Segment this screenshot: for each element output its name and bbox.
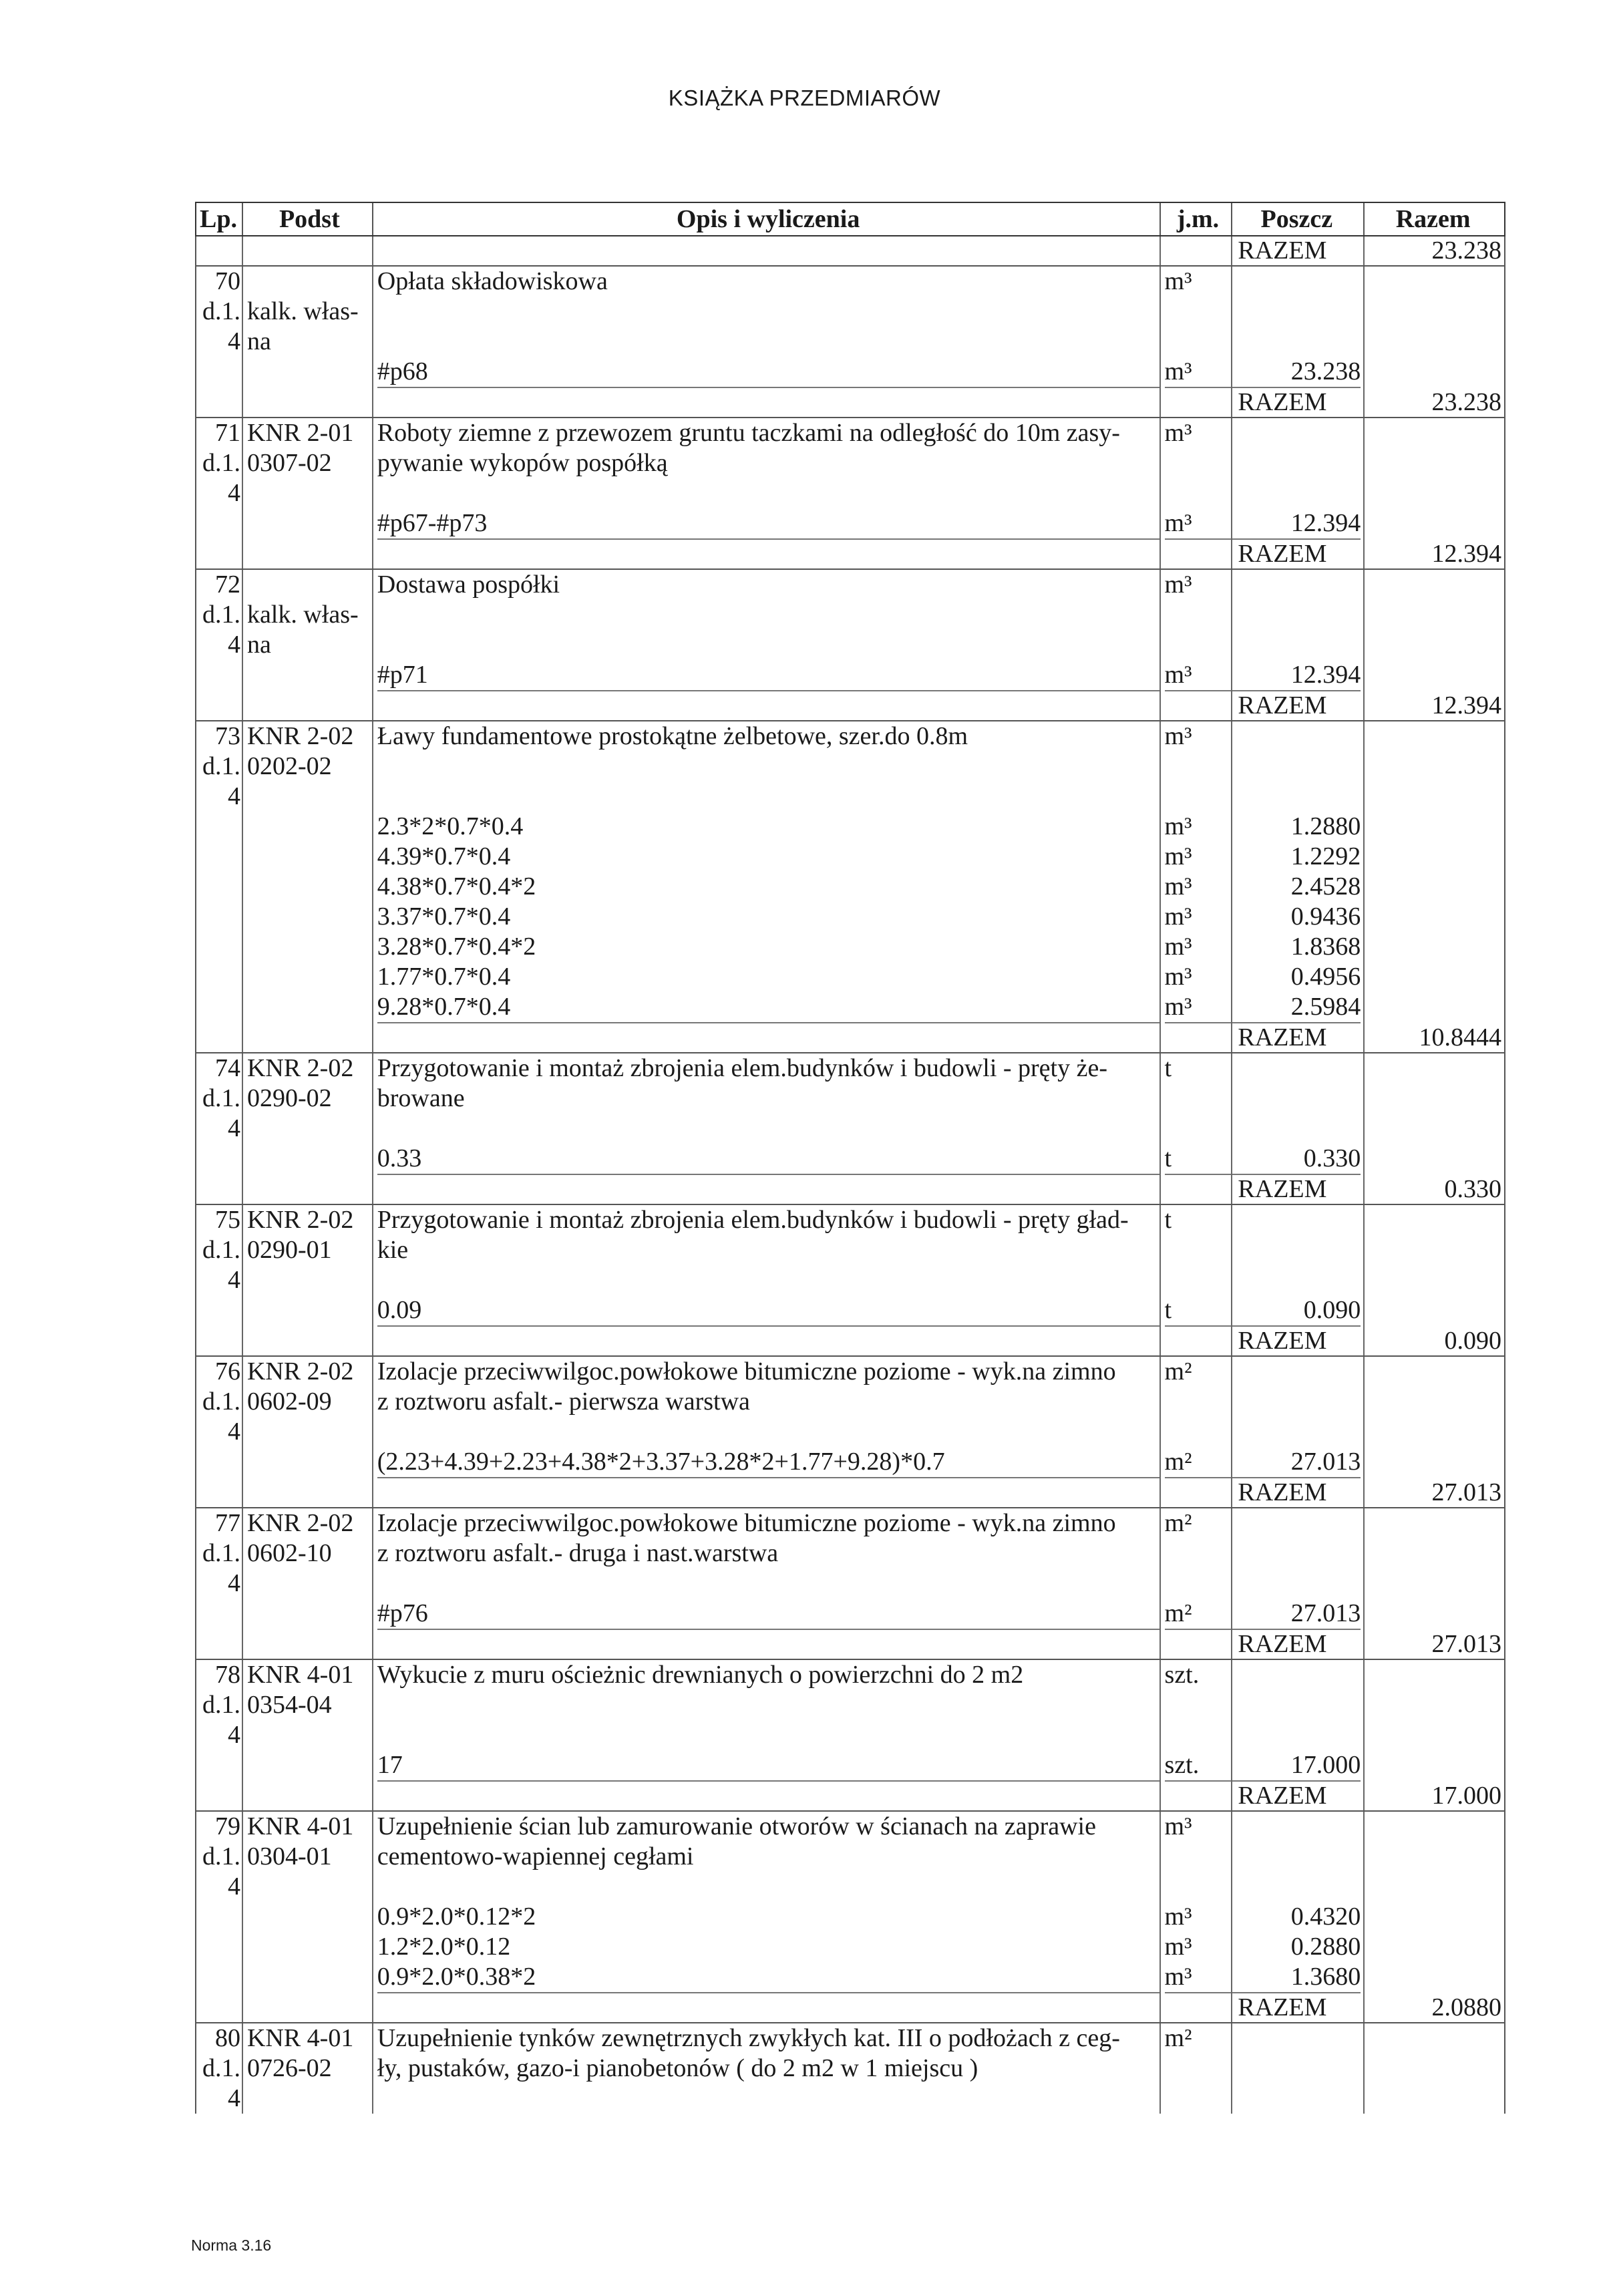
col-lp-header: Lp. <box>196 203 243 235</box>
unit: szt. <box>1164 1661 1200 1689</box>
unit: m³ <box>1164 570 1192 599</box>
item-number-cell <box>196 2023 243 2114</box>
item-subsection: 4 <box>227 2084 240 2112</box>
basis-line: KNR 2-02 <box>246 722 354 750</box>
basis-line <box>247 1720 372 1750</box>
basis-line <box>247 267 372 297</box>
partial-cell <box>1232 1508 1365 1630</box>
unit-cell <box>1161 418 1233 540</box>
description-line <box>377 630 1159 660</box>
table-row <box>195 267 1505 388</box>
basis-cell <box>243 1660 373 1782</box>
basis-cell <box>243 2023 373 2114</box>
calc-expression: 4.38*0.7*0.4*2 <box>377 872 536 900</box>
col-opis-header: Opis i wyliczenia <box>373 203 1161 235</box>
calc-unit: m² <box>1165 1447 1232 1478</box>
razem-label: RAZEM <box>1232 540 1365 568</box>
przedmiar-table <box>195 202 1505 2114</box>
table-row <box>195 1812 1505 1993</box>
basis-line: na <box>246 327 271 355</box>
description-line <box>377 1720 1159 1750</box>
item-number: 80 <box>214 2024 240 2052</box>
partial-cell <box>1232 570 1365 691</box>
calc-value: 12.394 <box>1232 508 1361 540</box>
razem-label: RAZEM <box>1232 1175 1365 1204</box>
calc-value: 1.3680 <box>1232 1962 1361 1993</box>
item-list <box>195 267 1505 2114</box>
total-cell <box>1365 1053 1504 1175</box>
calc-expression: (2.23+4.39+2.23+4.38*2+3.37+3.28*2+1.77+9.28)*0.7 <box>377 1447 1159 1478</box>
razem-value: 10.8444 <box>1419 1023 1501 1051</box>
item-section: d.1. <box>202 601 240 629</box>
item-number-cell <box>196 1357 243 1478</box>
partial-cell <box>1232 1205 1365 1327</box>
item-number: 77 <box>214 1509 240 1537</box>
unit-cell <box>1161 1205 1233 1327</box>
col-poszcz-header: Poszcz <box>1232 203 1365 235</box>
razem-value: 23.238 <box>1431 236 1501 265</box>
item-number: 74 <box>214 1054 240 1082</box>
calc-unit: m² <box>1165 1599 1232 1630</box>
calc-value: 1.2292 <box>1290 842 1361 870</box>
razem-value: 12.394 <box>1431 540 1501 568</box>
table-header <box>195 202 1505 236</box>
basis-line: 0290-01 <box>246 1236 332 1264</box>
table-row <box>195 721 1505 1023</box>
description-line: Izolacje przeciwwilgoc.powłokowe bitumiczne poziome - wyk.na zimno <box>377 1509 1116 1537</box>
basis-line: KNR 2-02 <box>246 1206 354 1234</box>
basis-cell <box>243 1812 373 1993</box>
item-number-cell <box>196 721 243 1023</box>
unit: m² <box>1164 2024 1192 2052</box>
item-subsection: 4 <box>227 1114 240 1142</box>
item-section: d.1. <box>202 1691 240 1719</box>
item-number-cell <box>196 267 243 388</box>
item-section: d.1. <box>202 2054 240 2082</box>
calc-unit: m³ <box>1164 812 1192 840</box>
description-line: pywanie wykopów pospółką <box>377 449 668 477</box>
razem-label: RAZEM <box>1232 1630 1365 1659</box>
unit: t <box>1164 1206 1172 1234</box>
razem-value: 0.090 <box>1444 1327 1501 1355</box>
calc-unit: m³ <box>1164 1903 1192 1931</box>
item-subsection: 4 <box>227 631 240 659</box>
basis-line: 0354-04 <box>246 1691 332 1719</box>
item-number: 71 <box>214 419 240 447</box>
partial-cell <box>1232 1660 1365 1782</box>
description-cell <box>373 2023 1161 2114</box>
basis-line <box>247 570 372 600</box>
calc-value: 27.013 <box>1232 1447 1361 1478</box>
description-line: Opłata składowiskowa <box>377 267 608 295</box>
page-title: KSIĄŻKA PRZEDMIARÓW <box>668 86 941 110</box>
basis-line <box>247 1114 372 1144</box>
partial-cell <box>1232 1357 1365 1478</box>
description-cell <box>373 721 1161 1023</box>
razem-value: 2.0880 <box>1431 1993 1501 2021</box>
total-cell <box>1365 418 1504 540</box>
calc-expression: 4.39*0.7*0.4 <box>377 842 511 870</box>
description-line <box>377 297 1159 327</box>
description-line: z roztworu asfalt.- druga i nast.warstwa <box>377 1539 779 1567</box>
calc-unit: m³ <box>1164 903 1192 931</box>
partial-cell <box>1232 418 1365 540</box>
total-cell <box>1365 1508 1504 1630</box>
description-cell <box>373 418 1161 540</box>
razem-label: RAZEM <box>1232 1023 1365 1052</box>
total-cell <box>1365 1660 1504 1782</box>
description-line: z roztworu asfalt.- pierwsza warstwa <box>377 1387 750 1416</box>
summary-row <box>195 691 1505 721</box>
calc-expression: #p71 <box>377 660 1159 691</box>
calc-unit: m³ <box>1164 1933 1192 1961</box>
calc-value: 0.2880 <box>1290 1933 1361 1961</box>
total-cell <box>1365 2023 1504 2114</box>
item-number-cell <box>196 1205 243 1327</box>
col-podst-header: Podst <box>243 203 373 235</box>
unit-cell <box>1161 570 1233 691</box>
basis-line <box>247 782 372 812</box>
basis-line: 0290-02 <box>246 1084 332 1112</box>
calc-expression: #p67-#p73 <box>377 508 1159 540</box>
unit: m² <box>1164 1357 1192 1385</box>
calc-value: 17.000 <box>1232 1750 1361 1782</box>
description-line: Izolacje przeciwwilgoc.powłokowe bitumiczne poziome - wyk.na zimno <box>377 1357 1116 1385</box>
partial-cell <box>1232 1053 1365 1175</box>
basis-cell <box>243 267 373 388</box>
calc-value: 23.238 <box>1232 357 1361 388</box>
summary-row <box>195 1630 1505 1660</box>
item-section: d.1. <box>202 297 240 325</box>
table-row <box>195 1660 1505 1782</box>
calc-expression: 0.9*2.0*0.12*2 <box>377 1903 536 1931</box>
description-line: Przygotowanie i montaż zbrojenia elem.budynków i budowli - pręty że- <box>377 1054 1107 1082</box>
basis-cell <box>243 1205 373 1327</box>
item-number-cell <box>196 570 243 691</box>
table-row <box>195 1053 1505 1175</box>
calc-expression: 0.33 <box>377 1144 1159 1175</box>
basis-cell <box>243 418 373 540</box>
item-number: 79 <box>214 1812 240 1840</box>
calc-expression: #p76 <box>377 1599 1159 1630</box>
calc-value: 27.013 <box>1232 1599 1361 1630</box>
description-line: ły, pustaków, gazo-i pianobetonów ( do 2 m2 w 1 miejscu ) <box>377 2054 978 2082</box>
table-row <box>195 570 1505 691</box>
razem-value: 12.394 <box>1431 691 1501 719</box>
description-line <box>377 1872 1159 1902</box>
razem-value: 0.330 <box>1444 1175 1501 1203</box>
basis-cell <box>243 570 373 691</box>
razem-label: RAZEM <box>1232 388 1365 417</box>
basis-line <box>247 2084 372 2114</box>
razem-value: 17.000 <box>1431 1782 1501 1810</box>
razem-value: 27.013 <box>1431 1478 1501 1506</box>
basis-line <box>247 1417 372 1447</box>
calc-value: 2.5984 <box>1232 992 1361 1023</box>
partial-cell <box>1232 267 1365 388</box>
description-line: Uzupełnienie ścian lub zamurowanie otworów w ścianach na zaprawie <box>377 1812 1096 1840</box>
description-line <box>377 782 1159 812</box>
total-cell <box>1365 721 1504 1023</box>
basis-cell <box>243 1053 373 1175</box>
table-row <box>195 1357 1505 1478</box>
description-line <box>377 1569 1159 1599</box>
basis-line <box>247 1872 372 1902</box>
table-row <box>195 418 1505 540</box>
description-line: kie <box>377 1236 409 1264</box>
calc-expression: #p68 <box>377 357 1159 388</box>
basis-line: KNR 2-02 <box>246 1509 354 1537</box>
col-razem-header: Razem <box>1395 205 1471 233</box>
partial-cell <box>1232 1812 1365 1993</box>
item-subsection: 4 <box>227 1418 240 1446</box>
description-line <box>377 600 1159 630</box>
item-section: d.1. <box>202 1084 240 1112</box>
item-subsection: 4 <box>227 327 240 355</box>
calc-unit: m³ <box>1164 963 1192 991</box>
description-line <box>377 478 1159 508</box>
item-section: d.1. <box>202 449 240 477</box>
summary-row <box>195 1782 1505 1812</box>
summary-row <box>195 388 1505 418</box>
item-subsection: 4 <box>227 1872 240 1901</box>
basis-line: KNR 4-01 <box>246 1661 354 1689</box>
calc-value: 1.2880 <box>1290 812 1361 840</box>
unit: t <box>1164 1054 1172 1082</box>
basis-cell <box>243 721 373 1023</box>
total-cell <box>1365 570 1504 691</box>
description-line <box>377 752 1159 782</box>
basis-line: 0726-02 <box>246 2054 332 2082</box>
item-section: d.1. <box>202 752 240 780</box>
item-section: d.1. <box>202 1539 240 1567</box>
description-line <box>377 1265 1159 1295</box>
description-line: cementowo-wapiennej cegłami <box>377 1842 694 1870</box>
summary-row <box>195 1993 1505 2023</box>
calc-unit: t <box>1165 1144 1232 1175</box>
item-number: 78 <box>214 1661 240 1689</box>
razem-value: 27.013 <box>1431 1630 1501 1658</box>
description-cell <box>373 1660 1161 1782</box>
item-section: d.1. <box>202 1842 240 1870</box>
calc-unit: m³ <box>1164 842 1192 870</box>
footer-version: Norma 3.16 <box>191 2237 272 2254</box>
partial-cell <box>1232 721 1365 1023</box>
item-subsection: 4 <box>227 782 240 810</box>
description-cell <box>373 267 1161 388</box>
description-line: Wykucie z muru ościeżnic drewnianych o powierzchni do 2 m2 <box>377 1661 1024 1689</box>
partial-cell <box>1232 2023 1365 2114</box>
calc-unit: szt. <box>1165 1750 1232 1782</box>
basis-line: 0304-01 <box>246 1842 332 1870</box>
unit: m³ <box>1164 1812 1192 1840</box>
description-line: Dostawa pospółki <box>377 570 560 599</box>
item-number-cell <box>196 418 243 540</box>
total-cell <box>1365 1357 1504 1478</box>
item-number: 76 <box>214 1357 240 1385</box>
calc-expression: 3.37*0.7*0.4 <box>377 903 511 931</box>
description-cell <box>373 1812 1161 1993</box>
basis-line <box>247 1265 372 1295</box>
description-line <box>377 1690 1159 1720</box>
basis-line: kalk. włas- <box>246 601 359 629</box>
calc-unit: m³ <box>1165 357 1232 388</box>
description-line: Uzupełnienie tynków zewnętrznych zwykłych kat. III o podłożach z ceg- <box>377 2024 1120 2052</box>
description-line <box>377 2084 1159 2114</box>
description-line <box>377 1114 1159 1144</box>
description-cell <box>373 1508 1161 1630</box>
description-line: browane <box>377 1084 465 1112</box>
summary-row <box>195 1175 1505 1205</box>
calc-expression: 0.9*2.0*0.38*2 <box>377 1962 1159 1993</box>
calc-unit: m³ <box>1164 933 1192 961</box>
calc-expression: 17 <box>377 1750 1159 1782</box>
razem-label: RAZEM <box>1232 1327 1365 1355</box>
unit: m³ <box>1164 419 1192 447</box>
basis-line: na <box>246 631 271 659</box>
item-subsection: 4 <box>227 1266 240 1294</box>
calc-expression: 1.77*0.7*0.4 <box>377 963 511 991</box>
calc-value: 0.4320 <box>1290 1903 1361 1931</box>
calc-value: 12.394 <box>1232 660 1361 691</box>
basis-line: 0307-02 <box>246 449 332 477</box>
calc-value: 2.4528 <box>1290 872 1361 900</box>
calc-expression: 0.09 <box>377 1295 1159 1327</box>
description-cell <box>373 1053 1161 1175</box>
basis-line: 0602-10 <box>246 1539 332 1567</box>
calc-value: 0.9436 <box>1290 903 1361 931</box>
item-section: d.1. <box>202 1236 240 1264</box>
unit: m³ <box>1164 722 1192 750</box>
total-cell <box>1365 1205 1504 1327</box>
summary-row <box>195 1478 1505 1508</box>
unit-cell <box>1161 2023 1233 2114</box>
unit-cell <box>1161 1357 1233 1478</box>
calc-expression: 3.28*0.7*0.4*2 <box>377 933 536 961</box>
razem-value: 23.238 <box>1431 388 1501 416</box>
basis-line: KNR 2-01 <box>246 419 354 447</box>
razem-label: RAZEM <box>1232 1782 1365 1810</box>
unit-cell <box>1161 1660 1233 1782</box>
item-number: 75 <box>214 1206 240 1234</box>
description-line: Przygotowanie i montaż zbrojenia elem.budynków i budowli - pręty gład- <box>377 1206 1129 1234</box>
unit-cell <box>1161 1508 1233 1630</box>
table-row <box>195 2023 1505 2114</box>
summary-row <box>195 540 1505 570</box>
calc-unit: m³ <box>1165 508 1232 540</box>
calc-unit: m³ <box>1165 660 1232 691</box>
razem-label: RAZEM <box>1232 236 1365 265</box>
description-cell <box>373 1357 1161 1478</box>
calc-value: 0.090 <box>1232 1295 1361 1327</box>
basis-line: 0602-09 <box>246 1387 332 1416</box>
calc-expression: 9.28*0.7*0.4 <box>377 992 1159 1023</box>
summary-row <box>195 1327 1505 1357</box>
item-number: 70 <box>214 267 240 295</box>
description-cell <box>373 1205 1161 1327</box>
calc-unit: t <box>1165 1295 1232 1327</box>
calc-unit: m³ <box>1165 1962 1232 1993</box>
item-number: 72 <box>214 570 240 599</box>
description-cell <box>373 570 1161 691</box>
calc-unit: m³ <box>1164 872 1192 900</box>
basis-line: 0202-02 <box>246 752 332 780</box>
description-line: Roboty ziemne z przewozem gruntu taczkami na odległość do 10m zasy- <box>377 419 1120 447</box>
unit-cell <box>1161 267 1233 388</box>
summary-row-carryover <box>195 236 1505 267</box>
unit-cell <box>1161 1812 1233 1993</box>
basis-cell <box>243 1508 373 1630</box>
item-section: d.1. <box>202 1387 240 1416</box>
calc-value: 0.330 <box>1232 1144 1361 1175</box>
unit: m² <box>1164 1509 1192 1537</box>
item-number-cell <box>196 1812 243 1993</box>
item-number: 73 <box>214 722 240 750</box>
basis-line: kalk. włas- <box>246 297 359 325</box>
col-jm-header: j.m. <box>1161 203 1233 235</box>
basis-line: KNR 2-02 <box>246 1054 354 1082</box>
calc-value: 1.8368 <box>1290 933 1361 961</box>
item-number-cell <box>196 1508 243 1630</box>
calc-expression: 2.3*2*0.7*0.4 <box>377 812 524 840</box>
calc-unit: m³ <box>1165 992 1232 1023</box>
basis-line: KNR 2-02 <box>246 1357 354 1385</box>
table-row <box>195 1205 1505 1327</box>
unit-cell <box>1161 1053 1233 1175</box>
unit-cell <box>1161 721 1233 1023</box>
item-number-cell <box>196 1660 243 1782</box>
calc-expression: 1.2*2.0*0.12 <box>377 1933 511 1961</box>
summary-row <box>195 1023 1505 1053</box>
item-number-cell <box>196 1053 243 1175</box>
total-cell <box>1365 1812 1504 1993</box>
item-subsection: 4 <box>227 1721 240 1749</box>
unit: m³ <box>1164 267 1192 295</box>
item-subsection: 4 <box>227 1569 240 1597</box>
basis-cell <box>243 1357 373 1478</box>
description-line <box>377 327 1159 357</box>
item-subsection: 4 <box>227 479 240 507</box>
basis-line: KNR 4-01 <box>246 2024 354 2052</box>
description-line: Ławy fundamentowe prostokątne żelbetowe, szer.do 0.8m <box>377 722 968 750</box>
razem-label: RAZEM <box>1232 1478 1365 1507</box>
basis-line <box>247 478 372 508</box>
basis-line <box>247 1569 372 1599</box>
razem-label: RAZEM <box>1232 691 1365 720</box>
total-cell <box>1365 267 1504 388</box>
table-row <box>195 1508 1505 1630</box>
calc-value: 0.4956 <box>1290 963 1361 991</box>
description-line <box>377 1417 1159 1447</box>
razem-label: RAZEM <box>1232 1993 1365 2022</box>
basis-line: KNR 4-01 <box>246 1812 354 1840</box>
